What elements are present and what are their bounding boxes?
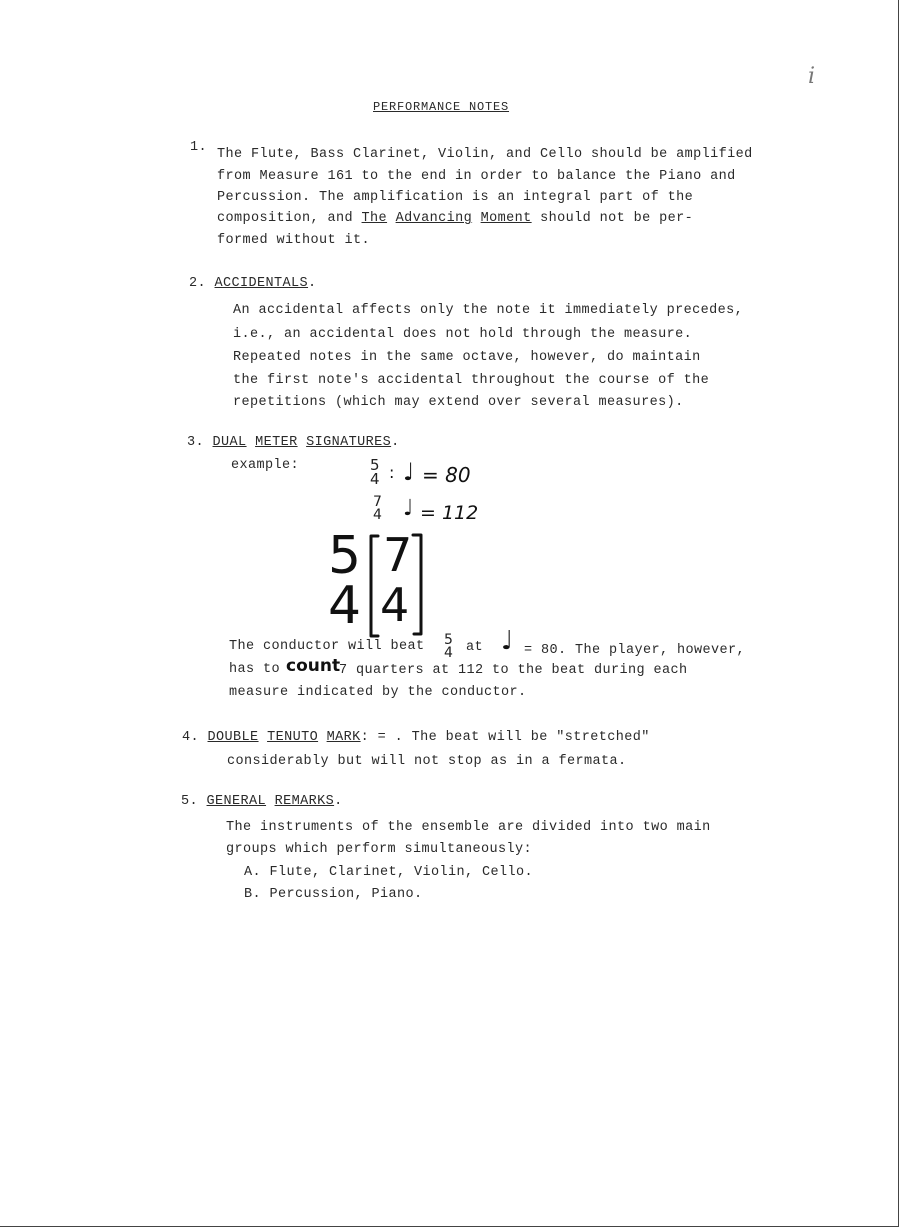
- item-4-heading-word-2: TENUTO: [267, 730, 319, 745]
- item-2-line-2: i.e., an accidental does not hold through the measure.: [233, 327, 693, 342]
- item-5-number: 5.: [181, 794, 199, 809]
- work-title-word-3: Moment: [480, 211, 532, 226]
- item-4-line-1: [182, 731, 650, 745]
- meter-2-numerator: 7: [373, 494, 382, 510]
- big-sig-inner-numerator: 7: [383, 528, 413, 582]
- page-number: i: [808, 64, 816, 89]
- item-3-text-fraction: [444, 634, 453, 661]
- meter-2-tempo: = 112: [420, 502, 479, 524]
- item-3-text-fraction-numerator: 5: [444, 632, 453, 648]
- big-sig-outer-denominator: 4: [328, 576, 362, 636]
- item-2-line-4: the first note's accidental throughout the course of the: [233, 373, 710, 388]
- item-3-heading-word-1: DUAL: [212, 435, 247, 450]
- item-4-line-2: considerably but will not stop as in a fermata.: [227, 754, 627, 769]
- item-5-heading: [181, 795, 343, 809]
- item-2-heading-punct: .: [308, 276, 317, 291]
- item-2-heading: [189, 277, 317, 291]
- group-a: A. Flute, Clarinet, Violin, Cello.: [244, 865, 534, 880]
- item-3-heading-punct: .: [391, 435, 400, 450]
- item-3-number: 3.: [187, 435, 205, 450]
- item-5-line-2: groups which perform simultaneously:: [226, 842, 533, 857]
- item-3-text-1-post: = 80. The player, however,: [524, 643, 746, 658]
- item-2-line-3: Repeated notes in the same octave, however, do maintain: [233, 350, 701, 365]
- item-3-text-fraction-denominator: 4: [444, 645, 453, 662]
- meter-1-numerator: 5: [370, 456, 380, 474]
- item-1-line-1: The Flute, Bass Clarinet, Violin, and Cello should be amplified: [217, 147, 753, 162]
- item-1-line-2: from Measure 161 to the end in order to balance the Piano and: [217, 169, 736, 184]
- item-4-colon: :: [360, 730, 370, 745]
- item-2-heading-text: ACCIDENTALS: [214, 276, 309, 291]
- item-1-line-5: formed without it.: [217, 233, 371, 248]
- meter-1-denominator: 4: [370, 470, 380, 489]
- item-1-line-4: [217, 212, 693, 226]
- item-5-heading-word-2: REMARKS: [274, 794, 335, 809]
- item-3-text-3: measure indicated by the conductor.: [229, 685, 527, 700]
- item-3-heading-word-3: SIGNATURES: [306, 435, 392, 450]
- item-3-text-1-at: at: [466, 640, 484, 655]
- item-5-heading-word-1: GENERAL: [206, 794, 267, 809]
- item-3-text-1-pre: The conductor will beat: [229, 639, 425, 654]
- item-2-line-1: An accidental affects only the note it immediately precedes,: [233, 303, 744, 318]
- item-4-heading-word-1: DOUBLE: [207, 730, 259, 745]
- meter-1-separator: :: [389, 463, 395, 482]
- item-5-line-1: The instruments of the ensemble are divided into two main: [226, 820, 711, 835]
- work-title-word-1: The: [361, 211, 388, 226]
- meter-1-tempo: = 80: [422, 463, 471, 487]
- item-3-text-2-pre: has to: [229, 662, 281, 677]
- handwritten-count: count: [286, 656, 341, 676]
- item-3-heading: [187, 436, 400, 450]
- item-5-heading-punct: .: [334, 794, 343, 809]
- item-2-number: 2.: [189, 276, 207, 291]
- item-1-line-4-post: should not be per-: [540, 211, 694, 226]
- item-2-line-5: repetitions (which may extend over several measures).: [233, 395, 684, 410]
- example-label: example:: [231, 458, 300, 473]
- meter-2-denominator: 4: [373, 507, 382, 524]
- meter-2-fraction: [373, 496, 382, 523]
- double-tenuto-symbol: =: [377, 730, 387, 745]
- item-4-heading-word-3: MARK: [326, 730, 361, 745]
- item-4-line-1-post: . The beat will be "stretched": [394, 730, 650, 745]
- page-title: PERFORMANCE NOTES: [373, 100, 510, 114]
- item-3-heading-word-2: METER: [255, 435, 298, 450]
- item-4-number: 4.: [182, 730, 200, 745]
- big-sig-inner-denominator: 4: [380, 578, 410, 632]
- meter-1-fraction: [370, 458, 380, 487]
- work-title-word-2: Advancing: [395, 211, 473, 226]
- meter-2-quarter-note-icon: ♩: [403, 496, 414, 521]
- item-1-line-3: Percussion. The amplification is an integral part of the: [217, 190, 694, 205]
- item-3-text-2-post: 7 quarters at 112 to the beat during each: [339, 663, 688, 678]
- item-1-number: 1.: [190, 140, 208, 155]
- item-1-line-4-pre: composition, and: [217, 211, 354, 226]
- group-b: B. Percussion, Piano.: [244, 887, 423, 902]
- big-sig-outer-numerator: 5: [328, 526, 362, 586]
- meter-1-quarter-note-icon: ♩: [403, 458, 415, 486]
- item-3-quarter-note-icon: ♩: [501, 626, 514, 656]
